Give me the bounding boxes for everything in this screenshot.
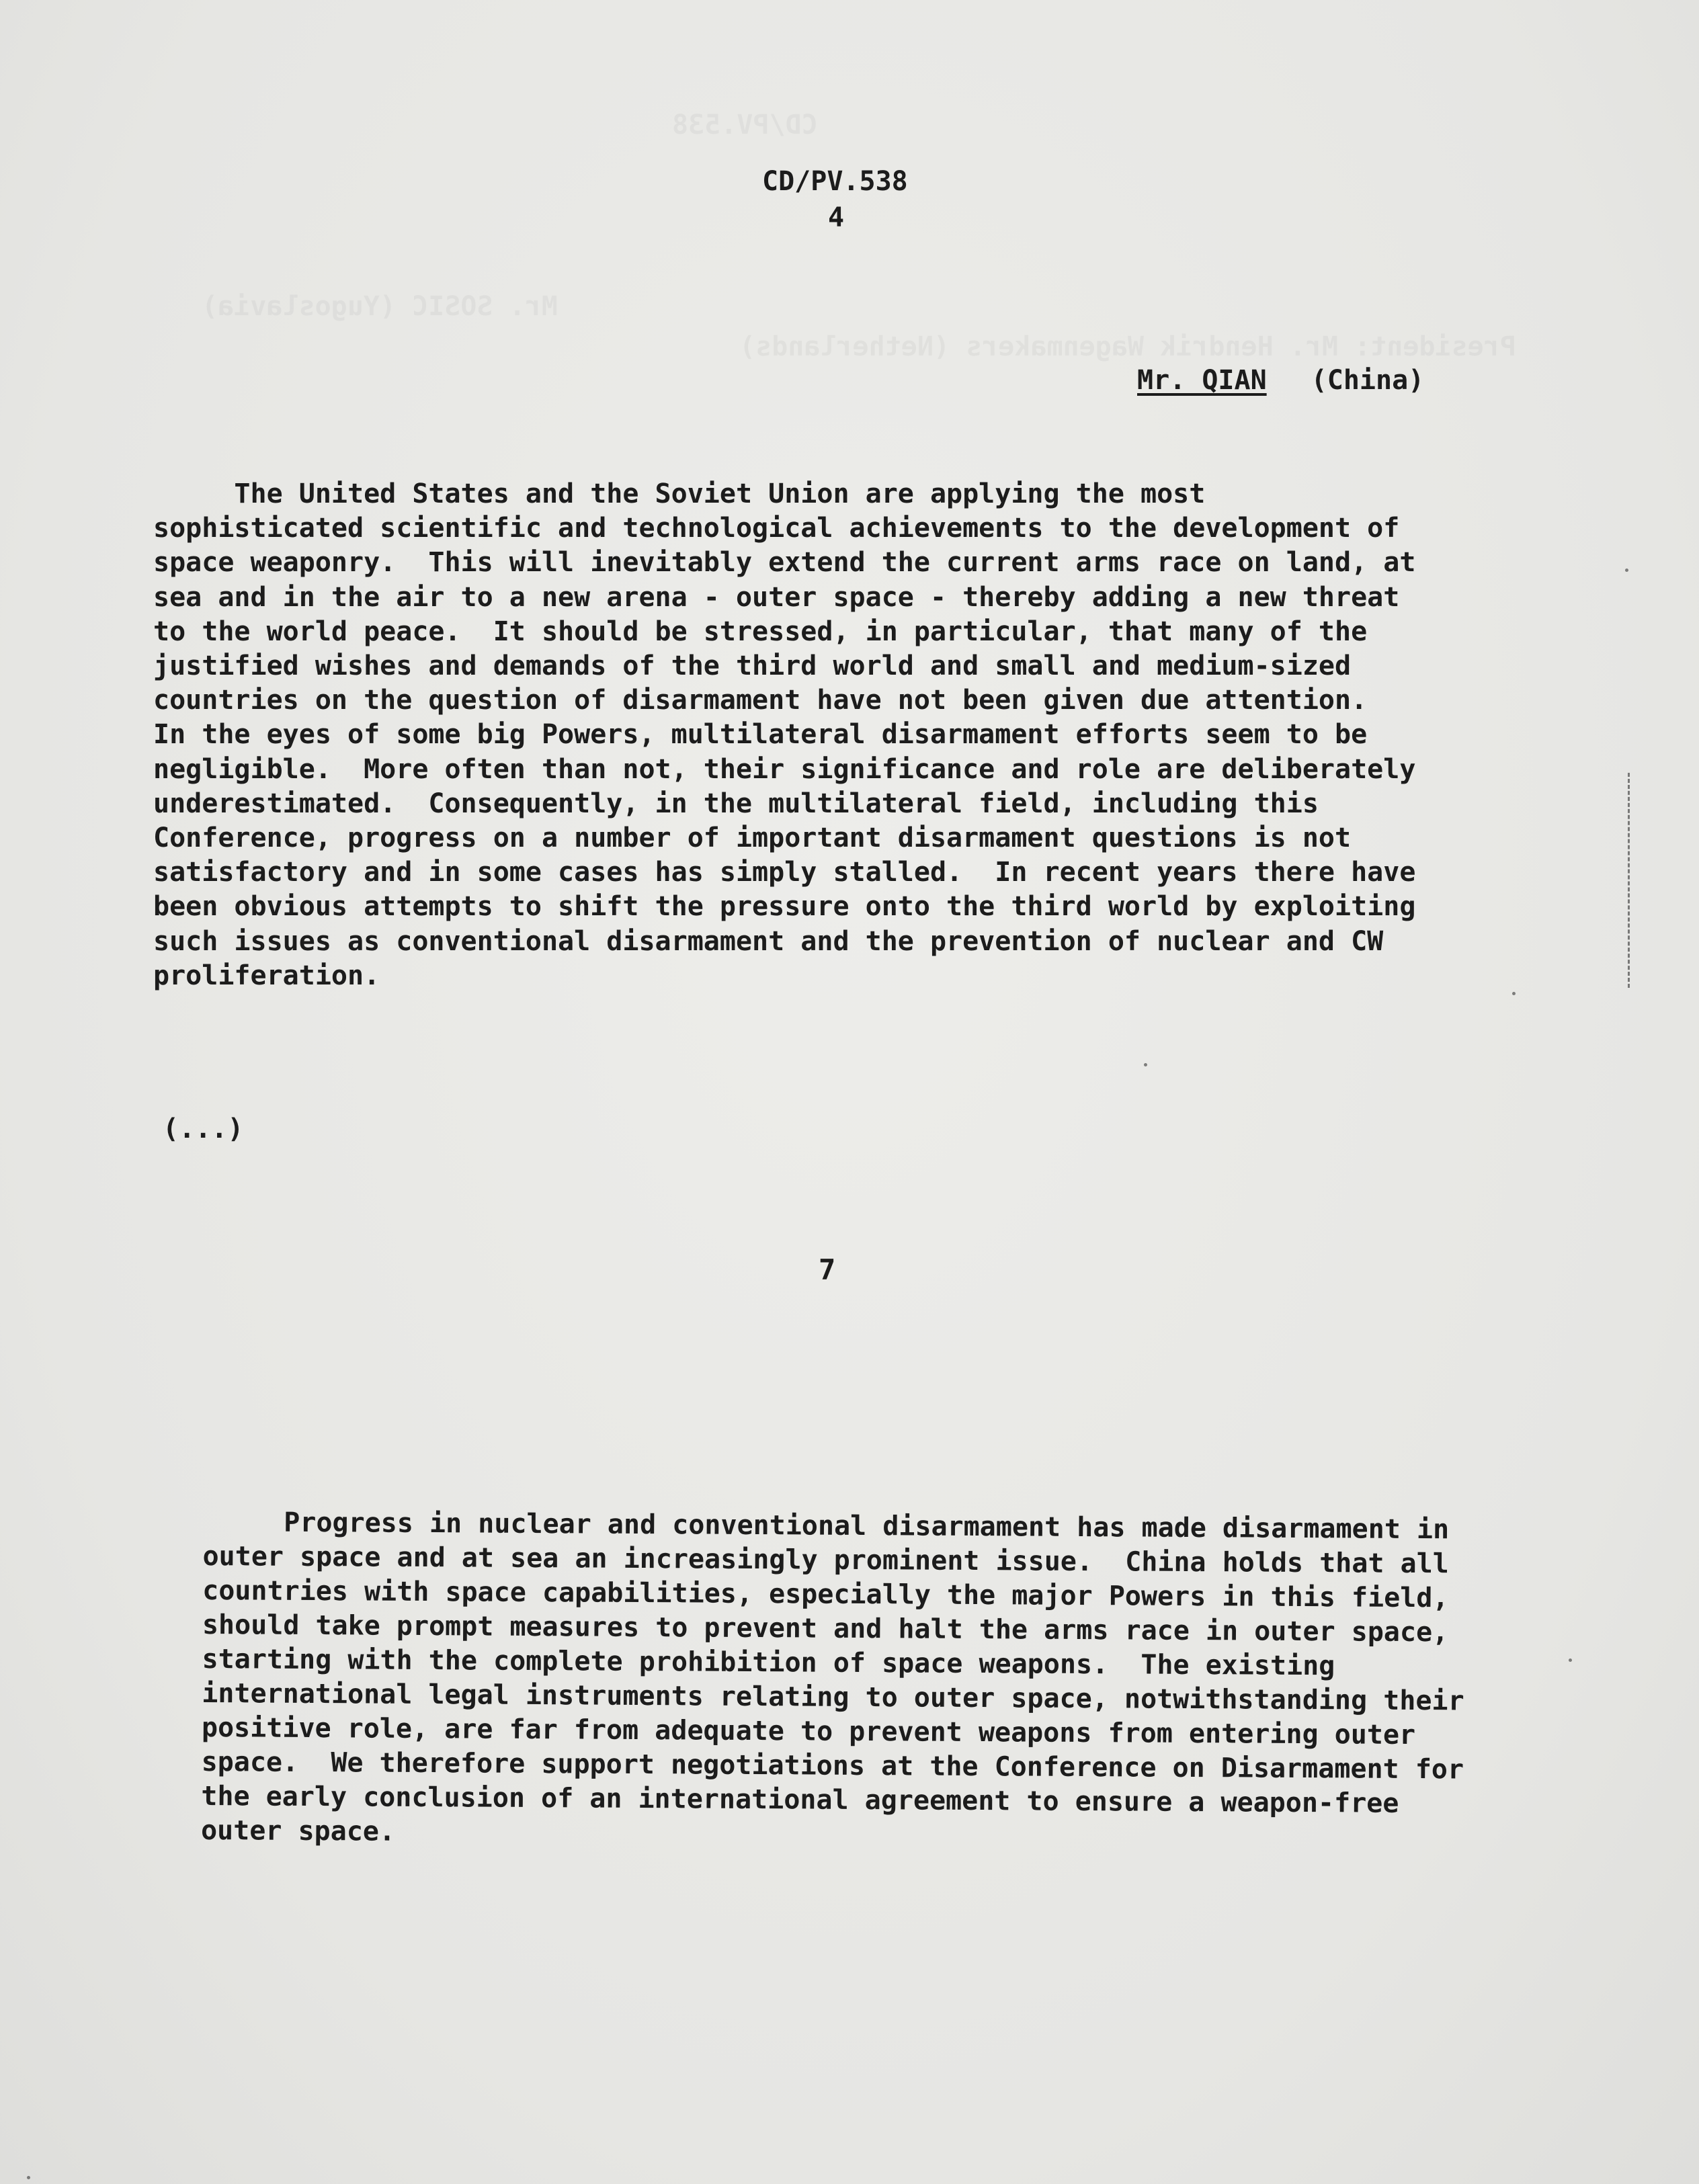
text-line: outer space and at sea an increasingly prominent issue. China holds that all	[202, 1540, 1449, 1580]
scan-speck	[27, 2176, 30, 2179]
text-line: starting with the complete prohibition of space weapons. The existing	[202, 1643, 1335, 1682]
text-line: proliferation.	[153, 960, 380, 991]
text-line: countries on the question of disarmament have not been given due attention.	[153, 685, 1368, 716]
text-line: sea and in the air to a new arena - outer space - thereby adding a new threat	[153, 581, 1400, 613]
text-line: should take prompt measures to prevent and halt the arms race in outer space,	[202, 1609, 1449, 1648]
text-line: to the world peace. It should be stressed, in particular, that many of the	[153, 616, 1368, 647]
paragraph-1	[153, 477, 1551, 993]
speaker-heading	[1137, 363, 1424, 398]
text-line: international legal instruments relating to outer space, notwithstanding their	[202, 1677, 1464, 1717]
scan-speck	[1569, 1658, 1572, 1662]
text-line: underestimated. Consequently, in the multilateral field, including this	[153, 788, 1319, 819]
text-line: space. We therefore support negotiations at the Conference on Disarmament for	[201, 1746, 1464, 1786]
scan-speck	[1144, 1063, 1147, 1066]
omission-marker: (...)	[163, 1114, 244, 1144]
text-line: space weaponry. This will inevitably extend the current arms race on land, at	[153, 547, 1416, 579]
text-line: the early conclusion of an international agreement to ensure a weapon-free	[201, 1780, 1399, 1819]
text-line: negligible. More often than not, their significance and role are deliberately	[153, 753, 1416, 785]
show-through-ghost	[672, 108, 818, 142]
text-line: Progress in nuclear and conventional disarmament has made disarmament in	[202, 1507, 1450, 1546]
text-line: In the eyes of some big Powers, multilateral disarmament efforts seem to be	[153, 719, 1368, 751]
speaker-country: (China)	[1311, 365, 1425, 396]
text-line: such issues as conventional disarmament and the prevention of nuclear and CW	[153, 925, 1384, 957]
text-line: satisfactory and in some cases has simply stalled. In recent years there have	[153, 857, 1416, 888]
text-line: The United States and the Soviet Union are applying the most	[153, 478, 1206, 509]
section-number: 7	[819, 1253, 836, 1286]
paragraph-2	[201, 1505, 1574, 1856]
text-line: been obvious attempts to shift the pressure onto the third world by exploiting	[153, 891, 1416, 923]
page-number: 4	[828, 202, 845, 233]
text-line: Conference, progress on a number of important disarmament questions is not	[153, 823, 1352, 854]
margin-change-bar	[1628, 773, 1632, 988]
scan-speck	[1625, 569, 1628, 572]
text-line: positive role, are far from adequate to prevent weapons from entering outer	[201, 1712, 1416, 1751]
scan-speck	[1512, 992, 1516, 995]
text-line: outer space.	[200, 1814, 396, 1847]
show-through-ghost	[739, 329, 1516, 364]
speaker-name: Mr. QIAN	[1137, 365, 1267, 396]
text-line: justified wishes and demands of the third world and small and medium-sized	[153, 650, 1352, 682]
show-through-ghost	[202, 289, 558, 324]
text-line: sophisticated scientific and technological achievements to the development of	[153, 513, 1400, 544]
text-line: countries with space capabilities, especially the major Powers in this field,	[202, 1574, 1449, 1614]
document-code: CD/PV.538	[762, 166, 908, 197]
